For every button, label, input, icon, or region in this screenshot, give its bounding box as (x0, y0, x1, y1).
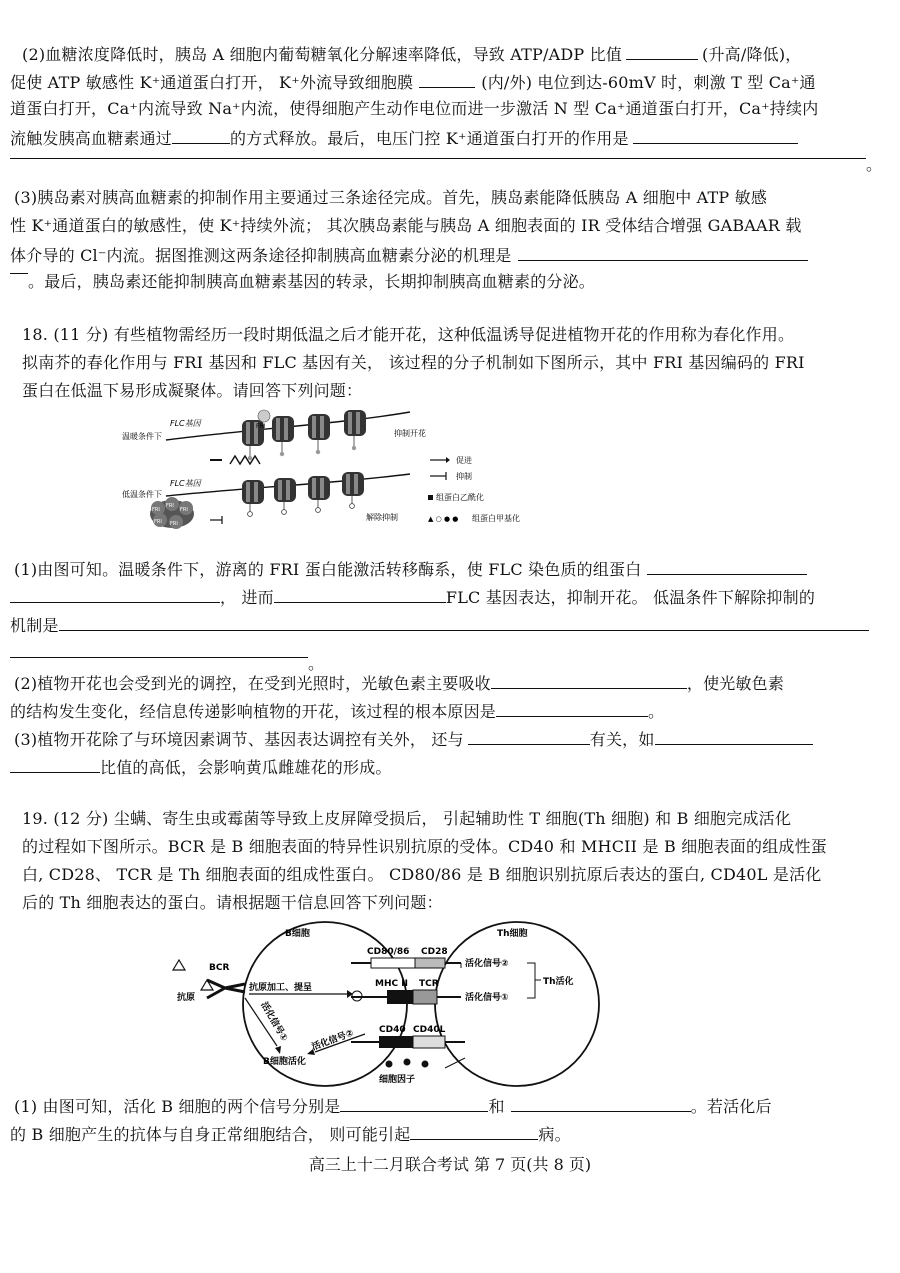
flc-gene-label-warm: FLC基因 (170, 419, 201, 428)
q17-p3-line1: (3)胰岛素对胰高血糖素的抑制作用主要通过三条途径完成。首先，胰岛素能降低胰岛 A 细胞中 ATP 敏感 (14, 188, 768, 207)
th-cell-label: Th细胞 (497, 929, 528, 939)
q18-p2-line1: (2)植物开花也会受到光的调控，在受到光照时，光敏色素主要吸收 ，使光敏色素 (14, 674, 785, 693)
legend-inhibit: 抑制 (456, 472, 472, 481)
nucleosome-cold-4 (342, 472, 364, 496)
vernalization-diagram (110, 404, 550, 530)
q17-p3-line3: 体介导的 Cl⁻内流。据图推测这两条途径抑制胰高血糖素分泌的机理是 (10, 246, 808, 264)
nucleosome-warm-3 (308, 414, 330, 440)
nucleosome-cold-2 (274, 478, 296, 502)
cd80-label: CD80/86 (367, 947, 410, 957)
answer-blank[interactable] (511, 1097, 691, 1112)
answer-blank[interactable] (491, 674, 687, 689)
answer-blank[interactable] (655, 730, 813, 745)
answer-blank[interactable] (496, 702, 648, 717)
svg-text:FRI: FRI (154, 519, 162, 525)
q18-p2-line2: 的结构发生变化，经信息传递影响植物的开花，该过程的根本原因是 。 (10, 702, 665, 721)
q19-stem-line4: 后的 Th 细胞表达的蛋白。请根据题干信息回答下列问题： (22, 893, 443, 912)
warm-label: 温暖条件下 (122, 432, 162, 441)
mhc-label: MHC II (375, 979, 408, 989)
q18-stem-line3: 蛋白在低温下易形成凝聚体。请回答下列问题： (22, 381, 363, 400)
period: 。 (866, 155, 883, 174)
q19-p1-line1: (1) 由图可知，活化 B 细胞的两个信号分别是 和 。若活化后 (14, 1097, 772, 1116)
q17-p2-line1: (2)血糖浓度降低时，胰岛 A 细胞内葡萄糖氧化分解速率降低，导致 ATP/ADP 比值 (升高/降低)， (22, 45, 802, 64)
q19-p1-line2: 的 B 细胞产生的抗体与自身正常细胞结合， 则可能引起 病。 (10, 1125, 571, 1144)
answer-blank[interactable] (274, 588, 446, 603)
q17-p2-line2: 促使 ATP 敏感性 K⁺通道蛋白打开， K⁺外流导致细胞膜 (内/外) 电位到达-60mV 时，刺激 T 型 Ca⁺通 (10, 73, 816, 92)
antigen-label: 抗原 (177, 993, 196, 1003)
svg-text:FRI: FRI (166, 503, 174, 509)
period: 。 (308, 654, 325, 673)
nucleosome-warm-2 (272, 416, 294, 442)
answer-blank[interactable] (647, 560, 807, 575)
answer-blank[interactable] (172, 129, 230, 144)
fri-condensate (150, 497, 194, 529)
answer-blank[interactable] (468, 730, 590, 745)
cd40-label: CD40 (379, 1025, 406, 1035)
nucleosome-cold-1 (242, 480, 264, 504)
q17-p2-line3: 道蛋白打开，Ca⁺内流导致 Na⁺内流，使得细胞产生动作电位而进一步激活 N 型 Ca⁺通道蛋白打开，Ca⁺持续内 (10, 99, 819, 118)
q18-p3-line2: 比值的高低，会影响黄瓜雌雄花的形成。 (10, 758, 392, 776)
svg-text:FRI: FRI (170, 521, 178, 527)
q19-stem-line3: 白, CD28、 TCR 是 Th 细胞表面的组成性蛋白。 CD80/86 是 B 细胞识别抗原后表达的蛋白, CD40L 是活化 (22, 865, 822, 884)
q17-p2-line4: 流触发胰高血糖素通过 的方式释放。最后，电压门控 K⁺通道蛋白打开的作用是 (10, 129, 798, 147)
q18-stem-line1: 18. (11 分) 有些植物需经历一段时期低温之后才能开花，这种低温诱导促进植物开花的作用称为春化作用。 (22, 325, 795, 344)
cold-label: 低温条件下 (122, 490, 162, 499)
b-cell-label: B细胞 (285, 929, 310, 939)
th-activation-label: Th活化 (543, 977, 574, 987)
answer-blank[interactable] (10, 758, 100, 773)
answer-blank[interactable] (626, 45, 698, 60)
b-activation-label: B细胞活化 (263, 1057, 306, 1067)
answer-blank[interactable] (340, 1097, 488, 1112)
nucleosome-warm-4 (344, 410, 366, 436)
legend-methyl: 组蛋白甲基化 (472, 514, 520, 523)
signal2-b-label: 活化信号② (310, 1028, 356, 1053)
answer-line[interactable] (10, 158, 866, 159)
q18-p1-line1: (1)由图可知。温暖条件下，游离的 FRI 蛋白能激活转移酶系，使 FLC 染色质的组蛋白 (14, 560, 807, 578)
q18-p3-line1: (3)植物开花除了与环境因素调节、基因表达调控有关外， 还与 有关，如 (14, 730, 813, 748)
cd40l-label: CD40L (413, 1025, 446, 1035)
nucleosome-cold-3 (308, 476, 330, 500)
q17-p3-line2: 性 K⁺通道蛋白的敏感性，使 K⁺持续外流； 其次胰岛素能与胰岛 A 细胞表面的 IR 受体结合增强 GABAAR 载 (10, 216, 802, 235)
q18-p1-line2: ， 进而 FLC 基因表达，抑制开花。 低温条件下解除抑制的 (10, 588, 815, 606)
legend-markers: ▲ ○ ● ● (428, 515, 459, 523)
processing-label: 抗原加工、提呈 (249, 983, 313, 993)
legend-promote: 促进 (456, 456, 472, 465)
th-cell-outline (435, 922, 599, 1086)
signal1-b-label: 活化信号① (258, 1000, 289, 1044)
tcr-label: TCR (419, 979, 439, 989)
immune-activation-diagram (165, 918, 605, 1092)
answer-line[interactable] (10, 657, 308, 658)
answer-blank[interactable] (59, 616, 869, 631)
svg-text:FRI: FRI (152, 507, 160, 513)
answer-blank[interactable] (518, 246, 808, 261)
legend-acetyl: 组蛋白乙酰化 (436, 493, 484, 502)
answer-blank[interactable] (410, 1125, 538, 1140)
q19-stem-line1: 19. (12 分) 尘螨、寄生虫或霉菌等导致上皮屏障受损后， 引起辅助性 T 细胞(Th 细胞) 和 B 细胞完成活化 (22, 809, 792, 828)
svg-text:FRI: FRI (180, 507, 188, 513)
release-inhibition-label: 解除抑制 (366, 513, 398, 522)
q18-stem-line2: 拟南芥的春化作用与 FRI 基因和 FLC 基因有关， 该过程的分子机制如下图所示，其中 FRI 基因编码的 FRI (22, 353, 805, 372)
q19-stem-line2: 的过程如下图所示。BCR 是 B 细胞表面的特异性识别抗原的受体。CD40 和 MHCII 是 B 细胞表面的组成性蛋 (22, 837, 827, 856)
cd28-label: CD28 (421, 947, 448, 957)
signal1-th-label: 活化信号① (465, 993, 509, 1003)
antigen-triangle-1 (173, 960, 185, 970)
flc-gene-label-cold: FLC基因 (170, 479, 201, 488)
inhibit-flowering-label: 抑制开花 (394, 429, 426, 438)
answer-line[interactable] (10, 273, 28, 274)
answer-blank[interactable] (419, 73, 475, 88)
cytokine-label: 细胞因子 (379, 1075, 416, 1085)
bcr-label: BCR (209, 963, 230, 973)
page-footer: 高三上十二月联合考试 第 7 页(共 8 页) (308, 1155, 592, 1174)
signal2-th-label: 活化信号② (465, 959, 509, 969)
answer-blank[interactable] (633, 129, 798, 144)
answer-blank[interactable] (10, 588, 220, 603)
fri-warm: FRI (256, 423, 266, 430)
q17-p3-line4: 。最后，胰岛素还能抑制胰高血糖素基因的转录，长期抑制胰高血糖素的分泌。 (28, 272, 596, 291)
q18-p1-line3: 机制是 (10, 616, 869, 634)
